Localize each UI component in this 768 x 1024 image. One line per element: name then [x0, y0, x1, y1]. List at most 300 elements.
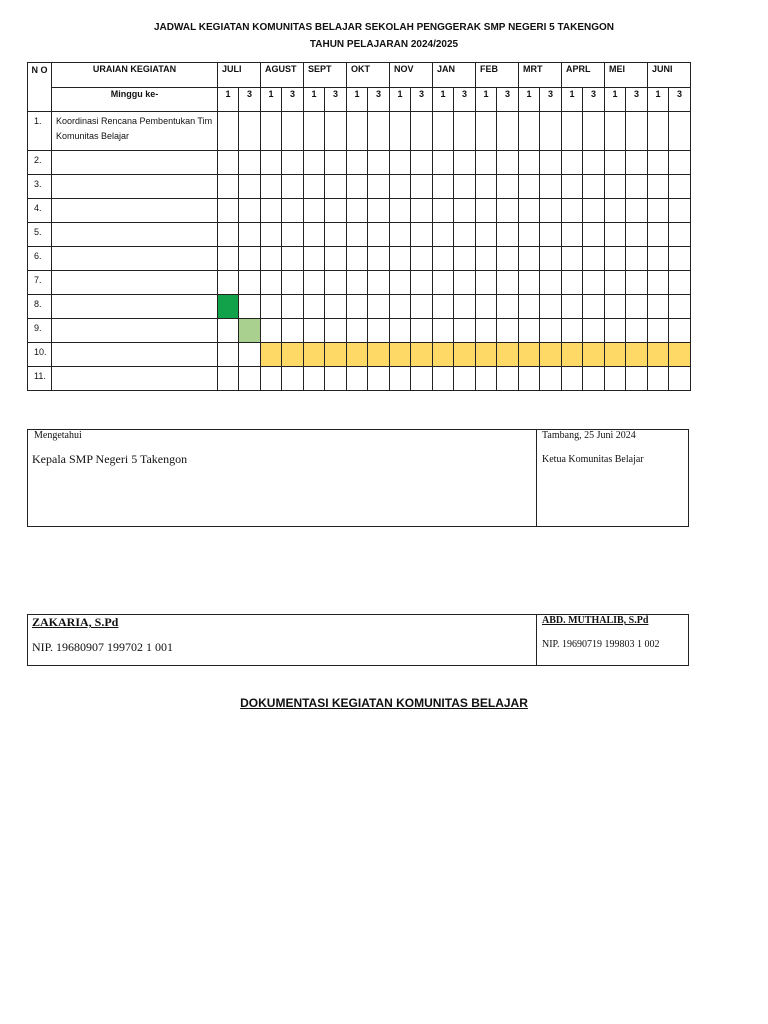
month-header: NOV	[390, 63, 433, 88]
schedule-cell	[261, 343, 282, 367]
schedule-cell	[583, 295, 605, 319]
schedule-cell	[433, 367, 454, 391]
activity-cell	[52, 175, 218, 199]
schedule-cell	[476, 295, 497, 319]
schedule-cell	[669, 295, 691, 319]
schedule-cell	[519, 343, 540, 367]
schedule-cell	[325, 175, 347, 199]
schedule-cell	[454, 223, 476, 247]
header-row-months	[28, 63, 691, 88]
schedule-cell	[476, 367, 497, 391]
schedule-cell	[605, 112, 626, 151]
schedule-cell	[497, 112, 519, 151]
schedule-cell	[669, 367, 691, 391]
schedule-cell	[390, 199, 411, 223]
schedule-cell	[583, 112, 605, 151]
schedule-cell	[325, 319, 347, 343]
month-header: APRL	[562, 63, 605, 88]
schedule-cell	[626, 112, 648, 151]
table-row	[28, 199, 691, 223]
schedule-cell	[562, 151, 583, 175]
schedule-cell	[626, 271, 648, 295]
schedule-cell	[669, 271, 691, 295]
schedule-cell	[261, 295, 282, 319]
schedule-cell	[218, 271, 239, 295]
coordinator-name: ABD. MUTHALIB, S.Pd	[542, 615, 649, 626]
schedule-cell	[669, 343, 691, 367]
schedule-cell	[411, 199, 433, 223]
schedule-cell	[669, 112, 691, 151]
schedule-cell	[454, 247, 476, 271]
schedule-cell	[626, 295, 648, 319]
coordinator-role: Ketua Komunitas Belajar	[542, 454, 644, 465]
schedule-cell	[282, 271, 304, 295]
schedule-cell	[390, 151, 411, 175]
schedule-cell	[368, 295, 390, 319]
schedule-cell	[605, 223, 626, 247]
week-number: 3	[368, 88, 390, 112]
schedule-cell	[562, 112, 583, 151]
table-row	[28, 343, 691, 367]
schedule-cell	[411, 271, 433, 295]
schedule-cell	[261, 223, 282, 247]
schedule-cell	[648, 151, 669, 175]
schedule-cell	[368, 223, 390, 247]
week-number: 1	[433, 88, 454, 112]
schedule-cell	[626, 319, 648, 343]
schedule-cell	[347, 223, 368, 247]
activity-cell	[52, 367, 218, 391]
schedule-cell	[605, 319, 626, 343]
schedule-cell	[325, 367, 347, 391]
schedule-cell	[304, 247, 325, 271]
schedule-cell	[368, 343, 390, 367]
table-row	[28, 271, 691, 295]
schedule-cell	[304, 199, 325, 223]
schedule-cell	[218, 247, 239, 271]
schedule-cell	[304, 319, 325, 343]
schedule-cell	[282, 343, 304, 367]
week-number: 3	[454, 88, 476, 112]
table-row	[28, 367, 691, 391]
schedule-cell	[304, 112, 325, 151]
schedule-cell	[540, 223, 562, 247]
schedule-cell	[648, 343, 669, 367]
schedule-cell	[218, 367, 239, 391]
schedule-cell	[476, 151, 497, 175]
row-number: 7.	[28, 271, 52, 295]
schedule-cell	[325, 271, 347, 295]
schedule-cell	[218, 151, 239, 175]
schedule-cell	[411, 367, 433, 391]
schedule-cell	[347, 295, 368, 319]
week-number: 3	[669, 88, 691, 112]
week-number: 1	[304, 88, 325, 112]
schedule-cell	[325, 223, 347, 247]
row-number: 1.	[28, 112, 52, 151]
week-number: 1	[261, 88, 282, 112]
schedule-cell	[562, 319, 583, 343]
week-number: 3	[626, 88, 648, 112]
schedule-cell	[218, 343, 239, 367]
schedule-cell	[540, 367, 562, 391]
schedule-cell	[519, 271, 540, 295]
schedule-cell	[390, 319, 411, 343]
schedule-cell	[562, 223, 583, 247]
month-header: JULI	[218, 63, 261, 88]
schedule-cell	[626, 151, 648, 175]
week-number: 1	[347, 88, 368, 112]
activity-cell	[52, 295, 218, 319]
week-number: 3	[325, 88, 347, 112]
schedule-cell	[218, 175, 239, 199]
month-header: OKT	[347, 63, 390, 88]
schedule-cell	[282, 112, 304, 151]
schedule-cell	[476, 343, 497, 367]
schedule-cell	[497, 271, 519, 295]
schedule-cell	[669, 319, 691, 343]
school-year-title: TAHUN PELAJARAN 2024/2025	[309, 39, 459, 50]
schedule-cell	[282, 319, 304, 343]
schedule-cell	[540, 112, 562, 151]
schedule-cell	[626, 175, 648, 199]
row-number: 6.	[28, 247, 52, 271]
schedule-cell	[368, 271, 390, 295]
week-label: Minggu ke-	[52, 88, 218, 112]
schedule-cell	[261, 319, 282, 343]
schedule-cell	[304, 151, 325, 175]
schedule-cell	[540, 151, 562, 175]
schedule-cell	[648, 112, 669, 151]
schedule-cell	[325, 247, 347, 271]
schedule-cell	[347, 175, 368, 199]
row-number: 10.	[28, 343, 52, 367]
schedule-cell	[519, 151, 540, 175]
documentation-title: DOKUMENTASI KEGIATAN KOMUNITAS BELAJAR	[240, 696, 528, 710]
schedule-cell	[261, 175, 282, 199]
activity-cell	[52, 319, 218, 343]
schedule-cell	[261, 112, 282, 151]
table-row	[28, 175, 691, 199]
week-number: 1	[648, 88, 669, 112]
week-number: 3	[497, 88, 519, 112]
schedule-cell	[433, 295, 454, 319]
schedule-cell	[540, 319, 562, 343]
week-number: 1	[476, 88, 497, 112]
schedule-cell	[669, 151, 691, 175]
schedule-cell	[605, 247, 626, 271]
schedule-cell	[218, 199, 239, 223]
schedule-cell	[583, 175, 605, 199]
principal-role: Kepala SMP Negeri 5 Takengon	[32, 452, 188, 466]
schedule-cell	[583, 343, 605, 367]
schedule-cell	[304, 367, 325, 391]
schedule-cell	[390, 247, 411, 271]
activity-cell	[52, 271, 218, 295]
schedule-cell	[261, 367, 282, 391]
week-number: 3	[583, 88, 605, 112]
schedule-cell	[476, 271, 497, 295]
schedule-cell	[368, 112, 390, 151]
schedule-cell	[605, 271, 626, 295]
schedule-cell	[433, 223, 454, 247]
schedule-cell	[583, 199, 605, 223]
week-number: 1	[519, 88, 540, 112]
schedule-cell	[239, 319, 261, 343]
month-header: JUNI	[648, 63, 691, 88]
schedule-cell	[648, 367, 669, 391]
activity-column-header: URAIAN KEGIATAN	[52, 63, 218, 88]
schedule-cell	[325, 199, 347, 223]
week-number: 1	[390, 88, 411, 112]
schedule-cell	[540, 271, 562, 295]
week-number: 3	[239, 88, 261, 112]
schedule-cell	[540, 295, 562, 319]
schedule-cell	[605, 199, 626, 223]
schedule-cell	[282, 367, 304, 391]
schedule-cell	[368, 151, 390, 175]
schedule-cell	[476, 223, 497, 247]
acknowledged-label: Mengetahui	[34, 430, 82, 441]
schedule-cell	[476, 175, 497, 199]
schedule-cell	[648, 319, 669, 343]
schedule-cell	[605, 175, 626, 199]
schedule-cell	[626, 247, 648, 271]
schedule-cell	[540, 175, 562, 199]
schedule-cell	[411, 151, 433, 175]
schedule-cell	[325, 295, 347, 319]
schedule-cell	[433, 199, 454, 223]
schedule-cell	[519, 199, 540, 223]
activity-cell: Koordinasi Rencana Pembentukan Tim Komunitas Belajar	[52, 112, 218, 151]
schedule-table	[27, 62, 691, 391]
activity-cell	[52, 343, 218, 367]
schedule-cell	[282, 247, 304, 271]
month-header: SEPT	[304, 63, 347, 88]
schedule-cell	[282, 199, 304, 223]
schedule-cell	[368, 319, 390, 343]
row-number: 9.	[28, 319, 52, 343]
schedule-cell	[454, 367, 476, 391]
schedule-cell	[519, 112, 540, 151]
schedule-cell	[347, 343, 368, 367]
schedule-cell	[239, 271, 261, 295]
schedule-cell	[454, 343, 476, 367]
schedule-cell	[411, 112, 433, 151]
schedule-cell	[626, 199, 648, 223]
schedule-cell	[304, 295, 325, 319]
table-row	[28, 247, 691, 271]
schedule-cell	[411, 343, 433, 367]
coordinator-nip: NIP. 19690719 199803 1 002	[542, 639, 660, 650]
no-column-header: N O	[28, 63, 52, 112]
schedule-cell	[390, 343, 411, 367]
schedule-cell	[239, 175, 261, 199]
schedule-cell	[497, 343, 519, 367]
schedule-cell	[261, 247, 282, 271]
schedule-cell	[454, 151, 476, 175]
schedule-cell	[261, 151, 282, 175]
schedule-cell	[648, 271, 669, 295]
schedule-cell	[519, 223, 540, 247]
schedule-cell	[411, 295, 433, 319]
schedule-cell	[347, 319, 368, 343]
schedule-cell	[562, 271, 583, 295]
schedule-cell	[605, 343, 626, 367]
schedule-cell	[347, 271, 368, 295]
schedule-cell	[626, 343, 648, 367]
signature-names-box	[27, 614, 689, 666]
schedule-cell	[669, 247, 691, 271]
schedule-cell	[519, 247, 540, 271]
row-number: 3.	[28, 175, 52, 199]
schedule-cell	[497, 247, 519, 271]
schedule-cell	[390, 112, 411, 151]
table-row	[28, 151, 691, 175]
activity-cell	[52, 151, 218, 175]
header-row-weeks	[28, 88, 691, 112]
week-number: 1	[605, 88, 626, 112]
schedule-cell	[239, 367, 261, 391]
schedule-cell	[605, 151, 626, 175]
month-header: MRT	[519, 63, 562, 88]
schedule-cell	[347, 112, 368, 151]
place-date: Tambang, 25 Juni 2024	[542, 430, 636, 441]
schedule-cell	[497, 175, 519, 199]
schedule-cell	[648, 175, 669, 199]
schedule-cell	[454, 112, 476, 151]
schedule-cell	[454, 199, 476, 223]
schedule-cell	[562, 367, 583, 391]
schedule-cell	[347, 151, 368, 175]
schedule-cell	[454, 295, 476, 319]
schedule-cell	[390, 295, 411, 319]
week-number: 3	[282, 88, 304, 112]
week-number: 1	[218, 88, 239, 112]
schedule-cell	[583, 151, 605, 175]
principal-nip: NIP. 19680907 199702 1 001	[32, 640, 174, 654]
schedule-cell	[540, 199, 562, 223]
schedule-cell	[390, 271, 411, 295]
schedule-cell	[411, 319, 433, 343]
week-number: 3	[540, 88, 562, 112]
schedule-cell	[368, 199, 390, 223]
week-number: 1	[562, 88, 583, 112]
month-header: JAN	[433, 63, 476, 88]
table-row	[28, 319, 691, 343]
schedule-cell	[368, 175, 390, 199]
schedule-cell	[583, 271, 605, 295]
table-row	[28, 223, 691, 247]
schedule-cell	[239, 199, 261, 223]
schedule-cell	[325, 343, 347, 367]
schedule-cell	[304, 175, 325, 199]
schedule-cell	[239, 295, 261, 319]
month-header: AGUST	[261, 63, 304, 88]
schedule-cell	[454, 319, 476, 343]
schedule-cell	[433, 271, 454, 295]
schedule-cell	[433, 151, 454, 175]
schedule-cell	[669, 199, 691, 223]
schedule-cell	[282, 295, 304, 319]
schedule-cell	[519, 367, 540, 391]
schedule-cell	[239, 223, 261, 247]
schedule-cell	[390, 175, 411, 199]
schedule-cell	[261, 199, 282, 223]
schedule-cell	[562, 199, 583, 223]
schedule-cell	[497, 295, 519, 319]
row-number: 8.	[28, 295, 52, 319]
schedule-cell	[433, 175, 454, 199]
schedule-cell	[605, 367, 626, 391]
schedule-cell	[540, 247, 562, 271]
schedule-cell	[282, 151, 304, 175]
schedule-title: JADWAL KEGIATAN KOMUNITAS BELAJAR SEKOLAH PENGGERAK SMP NEGERI 5 TAKENGON	[153, 22, 615, 33]
schedule-cell	[433, 343, 454, 367]
activity-cell	[52, 247, 218, 271]
schedule-cell	[239, 151, 261, 175]
schedule-cell	[282, 175, 304, 199]
schedule-cell	[218, 223, 239, 247]
schedule-cell	[562, 343, 583, 367]
schedule-cell	[626, 367, 648, 391]
row-number: 2.	[28, 151, 52, 175]
schedule-cell	[519, 295, 540, 319]
row-number: 5.	[28, 223, 52, 247]
schedule-cell	[648, 199, 669, 223]
month-header: FEB	[476, 63, 519, 88]
schedule-cell	[648, 247, 669, 271]
schedule-cell	[605, 295, 626, 319]
schedule-cell	[433, 319, 454, 343]
schedule-cell	[304, 223, 325, 247]
schedule-cell	[411, 247, 433, 271]
schedule-cell	[669, 223, 691, 247]
schedule-cell	[648, 223, 669, 247]
schedule-cell	[347, 199, 368, 223]
schedule-cell	[325, 151, 347, 175]
schedule-cell	[325, 112, 347, 151]
schedule-cell	[583, 223, 605, 247]
schedule-cell	[454, 271, 476, 295]
schedule-cell	[433, 247, 454, 271]
schedule-cell	[261, 271, 282, 295]
schedule-cell	[626, 223, 648, 247]
table-row	[28, 295, 691, 319]
schedule-cell	[368, 367, 390, 391]
schedule-cell	[390, 367, 411, 391]
schedule-cell	[454, 175, 476, 199]
schedule-cell	[497, 199, 519, 223]
schedule-cell	[411, 223, 433, 247]
schedule-cell	[390, 223, 411, 247]
schedule-cell	[562, 175, 583, 199]
schedule-cell	[497, 223, 519, 247]
schedule-cell	[304, 271, 325, 295]
schedule-cell	[368, 247, 390, 271]
schedule-cell	[218, 112, 239, 151]
schedule-cell	[411, 175, 433, 199]
schedule-cell	[583, 367, 605, 391]
schedule-cell	[304, 343, 325, 367]
schedule-cell	[347, 367, 368, 391]
principal-name: ZAKARIA, S.Pd	[32, 615, 119, 629]
schedule-cell	[583, 319, 605, 343]
schedule-cell	[519, 319, 540, 343]
schedule-cell	[476, 199, 497, 223]
schedule-cell	[239, 343, 261, 367]
schedule-cell	[497, 367, 519, 391]
